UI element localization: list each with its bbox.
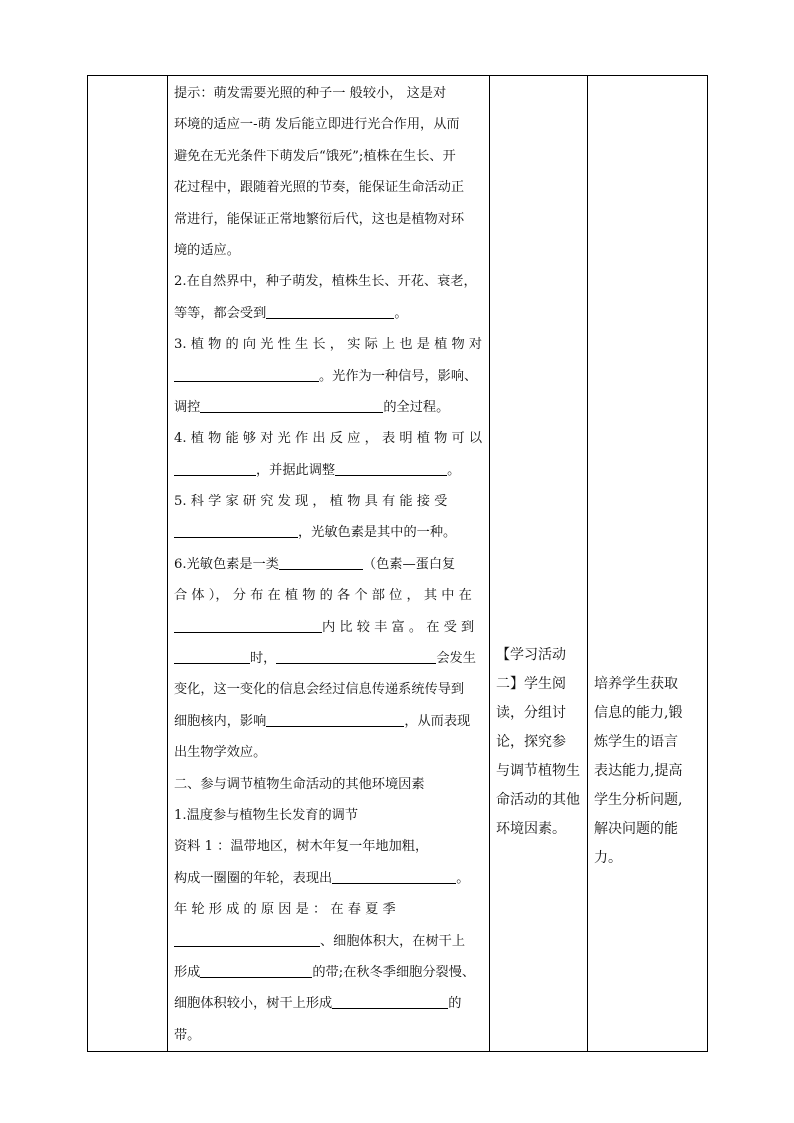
content-cell	[168, 76, 490, 1052]
activity-line: 与调节植物生	[496, 763, 580, 779]
blank-line	[200, 963, 312, 978]
blank-line	[276, 649, 436, 664]
intent-line: 培养学生获取	[594, 676, 678, 692]
blank-line	[332, 994, 448, 1009]
intent-line: 表达能力,提高	[594, 763, 683, 779]
text-line: 6.光敏色素是一类 （色素—蛋白复	[174, 556, 456, 572]
intent-line: 炼学生的语言	[594, 734, 678, 750]
intent-line: 解决问题的能	[594, 821, 678, 837]
text-line: 5. 科 学 家 研 究 发 现 ， 植 物 具 有 能 接 受	[174, 494, 448, 510]
text-line: 合 体 ）， 分 布 在 植 物 的 各 个 部 位 ， 其 中 在	[174, 588, 472, 604]
text-line: 形成 的带;在秋冬季细胞分裂慢、	[174, 964, 476, 980]
blank-line	[174, 461, 256, 476]
text-line: 等等，都会受到 。	[174, 305, 408, 321]
blank-line	[174, 649, 250, 664]
lesson-table	[87, 75, 708, 1052]
text-line: 境的适应。	[174, 242, 240, 258]
blank-line	[174, 618, 322, 633]
blank-line	[174, 523, 298, 538]
blank-line	[174, 932, 320, 947]
blank-line	[200, 398, 383, 413]
text-line: 带。	[174, 1027, 201, 1043]
activity-line: 论，探究参	[496, 734, 566, 750]
text-line: 内 比 较 丰 富 。 在 受 到	[174, 612, 483, 643]
activity-line: 二】学生阅	[496, 676, 566, 692]
blank-line	[266, 712, 404, 727]
stage-cell	[88, 76, 168, 1052]
text-line: 花过程中，跟随着光照的节奏，能保证生命活动正	[174, 180, 465, 196]
text-line: 3. 植 物 的 向 光 性 生 长 ， 实 际 上 也 是 植 物 对	[174, 337, 483, 353]
text-line: 、细胞体积大，在树干上	[174, 926, 483, 957]
intent-line: 学生分析问题,	[594, 792, 683, 808]
text-line: 时， 会发生	[174, 643, 483, 674]
text-line: 提示：萌发需要光照的种子一 般较小， 这是对	[174, 86, 447, 101]
activity-cell	[490, 76, 588, 1052]
text-line: 环境的适应一-萌 发后能立即进行光合作用，从而	[174, 117, 460, 133]
blank-line	[335, 461, 447, 476]
activity-line: 环境因素。	[496, 821, 566, 837]
blank-line	[174, 367, 319, 382]
text-line: 出生物学效应。	[174, 745, 267, 761]
activity-line: 读，分组讨	[496, 705, 566, 721]
text-line: ，光敏色素是其中的一种。	[174, 517, 483, 548]
text-line: 细胞核内，影响 ，从而表现	[174, 713, 471, 729]
text-line: 资料 1 ：温带地区，树木年复一年地加粗，	[174, 839, 429, 855]
text-line: 2.在自然界中，种子萌发，植株生长、开花、衰老，	[174, 274, 477, 290]
blank-line	[266, 304, 394, 319]
blank-line	[332, 869, 456, 884]
section-heading: 二、参与调节植物生命活动的其他环境因素	[174, 776, 425, 792]
text-line: ，并据此调整 。	[174, 455, 483, 486]
text-line: 年 轮 形 成 的 原 因 是 ： 在 春 夏 季	[174, 902, 396, 918]
intent-cell	[588, 76, 708, 1052]
text-line: 调控 的全过程。	[174, 399, 450, 415]
activity-line: 命活动的其他	[496, 792, 580, 808]
intent-line: 信息的能力,锻	[594, 705, 683, 721]
text-line: 常进行，能保证正常地繁衍后代，这也是植物对环	[174, 211, 465, 227]
text-line: 避免在无光条件下萌发后“饿死”;植株在生长、开	[174, 148, 456, 164]
intent-line: 力。	[594, 850, 622, 866]
text-line: 构成一圈圈的年轮，表现出 。	[174, 870, 470, 886]
text-line: 细胞体积较小，树干上形成 的	[174, 996, 462, 1012]
activity-line: 【学习活动	[496, 647, 566, 663]
blank-line	[279, 555, 363, 570]
text-line: 变化，这一变化的信息会经过信息传递系统传导到	[174, 682, 465, 698]
subsection-heading: 1.温度参与植物生长发育的调节	[174, 807, 359, 823]
text-line: 。光作为一种信号，影响、	[174, 361, 483, 392]
text-line: 4. 植 物 能 够 对 光 作 出 反 应 ， 表 明 植 物 可 以	[174, 431, 483, 447]
